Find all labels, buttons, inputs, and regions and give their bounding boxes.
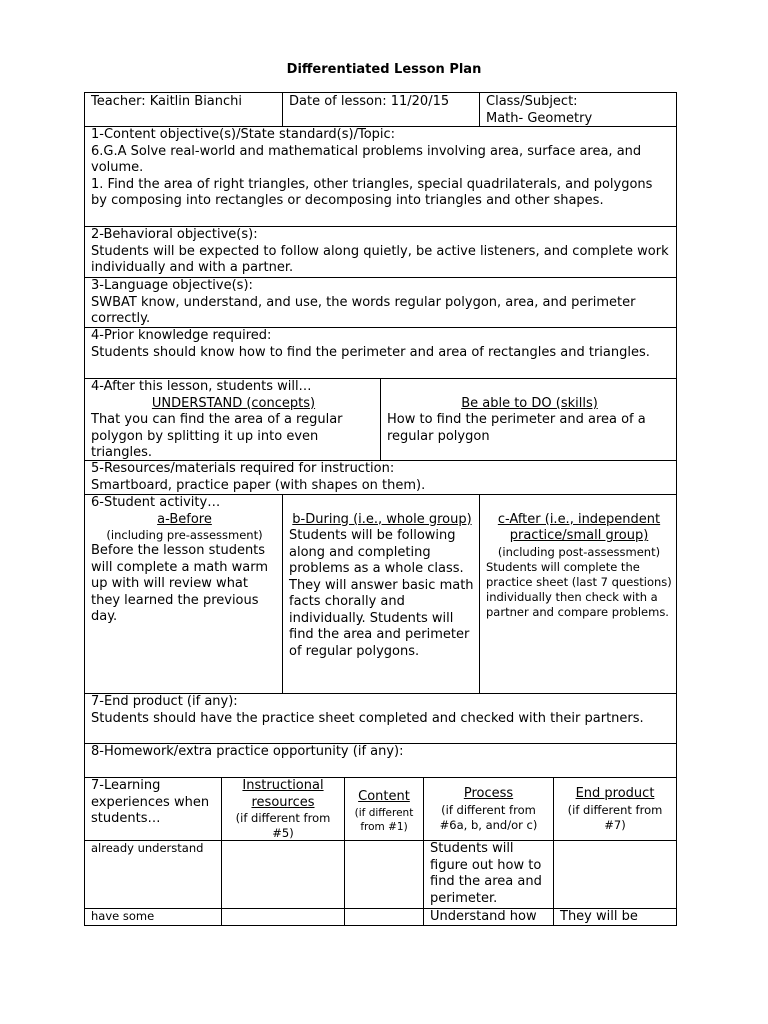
diff-row-already-understand: [85, 841, 676, 909]
have-some-content: [345, 909, 424, 925]
after-lesson-row: [85, 379, 676, 461]
resources-heading: Instructional resources: [242, 778, 324, 810]
behavioral-objective-label: 2-Behavioral objective(s):: [91, 227, 258, 242]
during-heading: b-During (i.e., whole group): [292, 511, 472, 527]
behavioral-objective-text: Students will be expected to follow along quietly, be active listeners, and complete work individually and with a partner.: [91, 243, 669, 275]
language-objective-row: [85, 278, 676, 328]
resources-label: 5-Resources/materials required for instruction:: [91, 461, 395, 476]
after-heading: c-After (i.e., independent practice/small group): [497, 511, 661, 543]
resources-subheading: (if different from #5): [235, 811, 331, 840]
diff-header-row: [85, 778, 676, 841]
understand-text: That you can find the area of a regular polygon by splitting it up into even triangles.: [91, 412, 343, 460]
student-activity-row: [85, 495, 676, 694]
prior-knowledge-text: Students should know how to find the perimeter and area of rectangles and triangles.: [91, 344, 650, 360]
after-text: Students will complete the practice sheet (last 7 questions) individually then check with a partner and compare problems.: [486, 559, 672, 619]
header-row: [85, 93, 676, 127]
after-lesson-label: 4-After this lesson, students will…: [91, 379, 312, 394]
teacher-cell: Teacher: Kaitlin Bianchi: [85, 93, 283, 126]
process-subheading: (if different from #6a, b, and/or c): [439, 802, 538, 832]
class-cell: [480, 93, 676, 126]
understand-cell: [85, 379, 381, 460]
already-understand-content: [345, 841, 424, 908]
before-heading: a-Before: [157, 511, 212, 527]
class-value: Math- Geometry: [486, 110, 593, 126]
already-understand-label: already understand: [85, 841, 222, 908]
during-cell: [283, 495, 480, 693]
already-understand-end-product: [554, 841, 676, 908]
diff-col-end-product: [554, 778, 676, 840]
do-cell: [381, 379, 676, 460]
diff-col-learning: 7-Learning experiences when students…: [85, 778, 222, 840]
objective-text: 1. Find the area of right triangles, other triangles, special quadrilaterals, and polygons by composing into rectangles or decomposing into triangles and other shapes.: [91, 176, 653, 208]
prior-knowledge-row: [85, 328, 676, 379]
after-subheading: (including post-assessment): [497, 544, 661, 559]
already-understand-process: Students will figure out how to find the area and perimeter.: [424, 841, 554, 908]
after-cell: [480, 495, 676, 693]
end-product-label: 7-End product (if any):: [91, 694, 238, 709]
resources-row: [85, 461, 676, 495]
state-standard-text: 6.G.A Solve real-world and mathematical problems involving area, surface area, and volume.: [91, 143, 642, 175]
lesson-plan-table: [84, 92, 677, 926]
end-product-text: Students should have the practice sheet completed and checked with their partners.: [91, 710, 644, 726]
document-title: Differentiated Lesson Plan: [286, 62, 482, 77]
do-heading: Be able to DO (skills): [461, 395, 598, 411]
already-understand-resources: [222, 841, 345, 908]
before-cell: [85, 495, 283, 693]
diff-row-have-some: [85, 909, 676, 925]
resources-text: Smartboard, practice paper (with shapes on them).: [91, 477, 426, 493]
end-product-row: [85, 694, 676, 744]
during-text: Students will be following along and completing problems as a whole class. They will answer basic math facts chorally and individually. Students will find the area and perimeter of regular polygons.: [289, 528, 474, 659]
before-text: Before the lesson students will complete a math warm up with will review what they learned the previous day.: [91, 543, 269, 624]
before-subheading: (including pre-assessment): [106, 528, 263, 542]
behavioral-objective-row: [85, 227, 676, 278]
diff-col-resources: [222, 778, 345, 840]
class-label: Class/Subject:: [486, 94, 578, 109]
diff-col-process: [424, 778, 554, 840]
end-product-subheading: (if different from #7): [567, 802, 663, 832]
have-some-resources: [222, 909, 345, 925]
have-some-label: have some: [85, 909, 222, 925]
have-some-end-product: They will be: [560, 909, 638, 924]
content-objective-label: 1-Content objective(s)/State standard(s)/Topic:: [91, 127, 396, 142]
content-objective-row: [85, 127, 676, 227]
student-activity-label: 6-Student activity…: [91, 495, 221, 510]
prior-knowledge-label: 4-Prior knowledge required:: [91, 328, 272, 343]
do-text: How to find the perimeter and area of a regular polygon: [387, 412, 646, 444]
content-subheading: (if different from #1): [354, 806, 414, 833]
process-heading: Process: [463, 786, 514, 801]
language-objective-text: SWBAT know, understand, and use, the words regular polygon, area, and perimeter correctly.: [91, 294, 636, 326]
content-heading: Content: [358, 789, 410, 804]
homework-row: [85, 744, 676, 778]
date-cell: Date of lesson: 11/20/15: [283, 93, 480, 126]
understand-heading: UNDERSTAND (concepts): [151, 395, 316, 411]
end-product-heading: End product: [575, 786, 655, 801]
have-some-process: Understand how: [424, 909, 554, 925]
language-objective-label: 3-Language objective(s):: [91, 278, 253, 293]
diff-col-content: [345, 778, 424, 840]
homework-label: 8-Homework/extra practice opportunity (if any):: [91, 744, 404, 759]
